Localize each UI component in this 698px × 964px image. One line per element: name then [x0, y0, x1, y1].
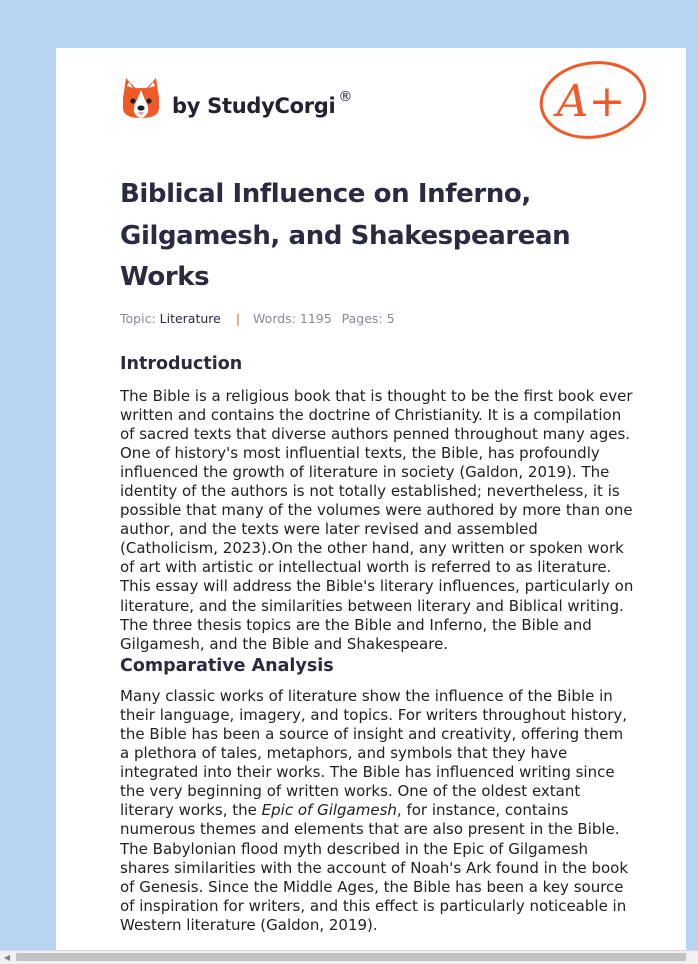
topic-link[interactable]: Literature — [159, 310, 221, 326]
corgi-logo-icon — [120, 76, 162, 122]
word-count: Words: 1195 — [253, 310, 332, 326]
grade-badge-icon — [537, 58, 649, 142]
comparative-analysis-heading: Comparative Analysis — [120, 655, 334, 676]
topic-label: Topic: — [120, 310, 156, 326]
gilgamesh-title: Epic of Gilgamesh — [261, 801, 397, 820]
horizontal-scrollbar[interactable] — [0, 950, 698, 964]
article-title: Biblical Influence on Inferno, Gilgamesh, and Shakespearean Works — [120, 179, 571, 292]
article — [120, 174, 634, 935]
scroll-thumb[interactable] — [16, 953, 686, 961]
scroll-left-icon[interactable]: ◀ — [3, 953, 11, 962]
registered-mark: ® — [338, 88, 353, 105]
comparative-analysis-paragraph: Many classic works of literature show the influence of the Bible in their language, imagery, and topics. For writers throughout history, the Bible has been a source of insight and creativity, offering them a plethora of tales, metaphors, and symbols that they have integrated into their works. The Bible has influenced writing since the very beginning of written works. One of the oldest extant literary works, the Epic of Gilgamesh, for instance, contains numerous themes and elements that are also present in the Bible. The Babylonian flood myth described in the Epic of Gilgamesh shares similarities with the account of Noah's Ark found in the book of Genesis. Since the Middle Ages, the Bible has been a key source of inspiration for writers, and this effect is particularly noticeable in Western literature (Galdon, 2019). — [120, 686, 629, 934]
introduction-paragraph: The Bible is a religious book that is thought to be the first book ever written and contains the doctrine of Christianity. It is a compilation of sacred texts that diverse authors penned throughout many ages. One of history's most influential texts, the Bible, has profoundly influenced the growth of literature in society (Galdon, 2019). The identity of the authors is not totally established; nevertheless, it is possible that many of the volumes were authored by more than one author, and the texts were later revised and assembled (Catholicism, 2023).On the other hand, any written or spoken work of art with artistic or intellectual worth is referred to as literature. This essay will address the Bible's literary influences, particularly on literature, and the similarities between literary and Biblical writing. The three thesis topics are the Bible and Inferno, the Bible and Gilgamesh, and the Bible and Shakespeare. — [120, 386, 634, 653]
introduction-heading: Introduction — [120, 353, 243, 374]
meta-separator: | — [235, 310, 241, 326]
brand-header[interactable] — [120, 74, 352, 124]
document-page — [56, 48, 686, 952]
article-meta — [120, 311, 634, 326]
page-count: Pages: 5 — [341, 310, 395, 326]
grade-text: A+ — [556, 76, 626, 127]
brand-name: by StudyCorgi ® — [172, 88, 353, 118]
